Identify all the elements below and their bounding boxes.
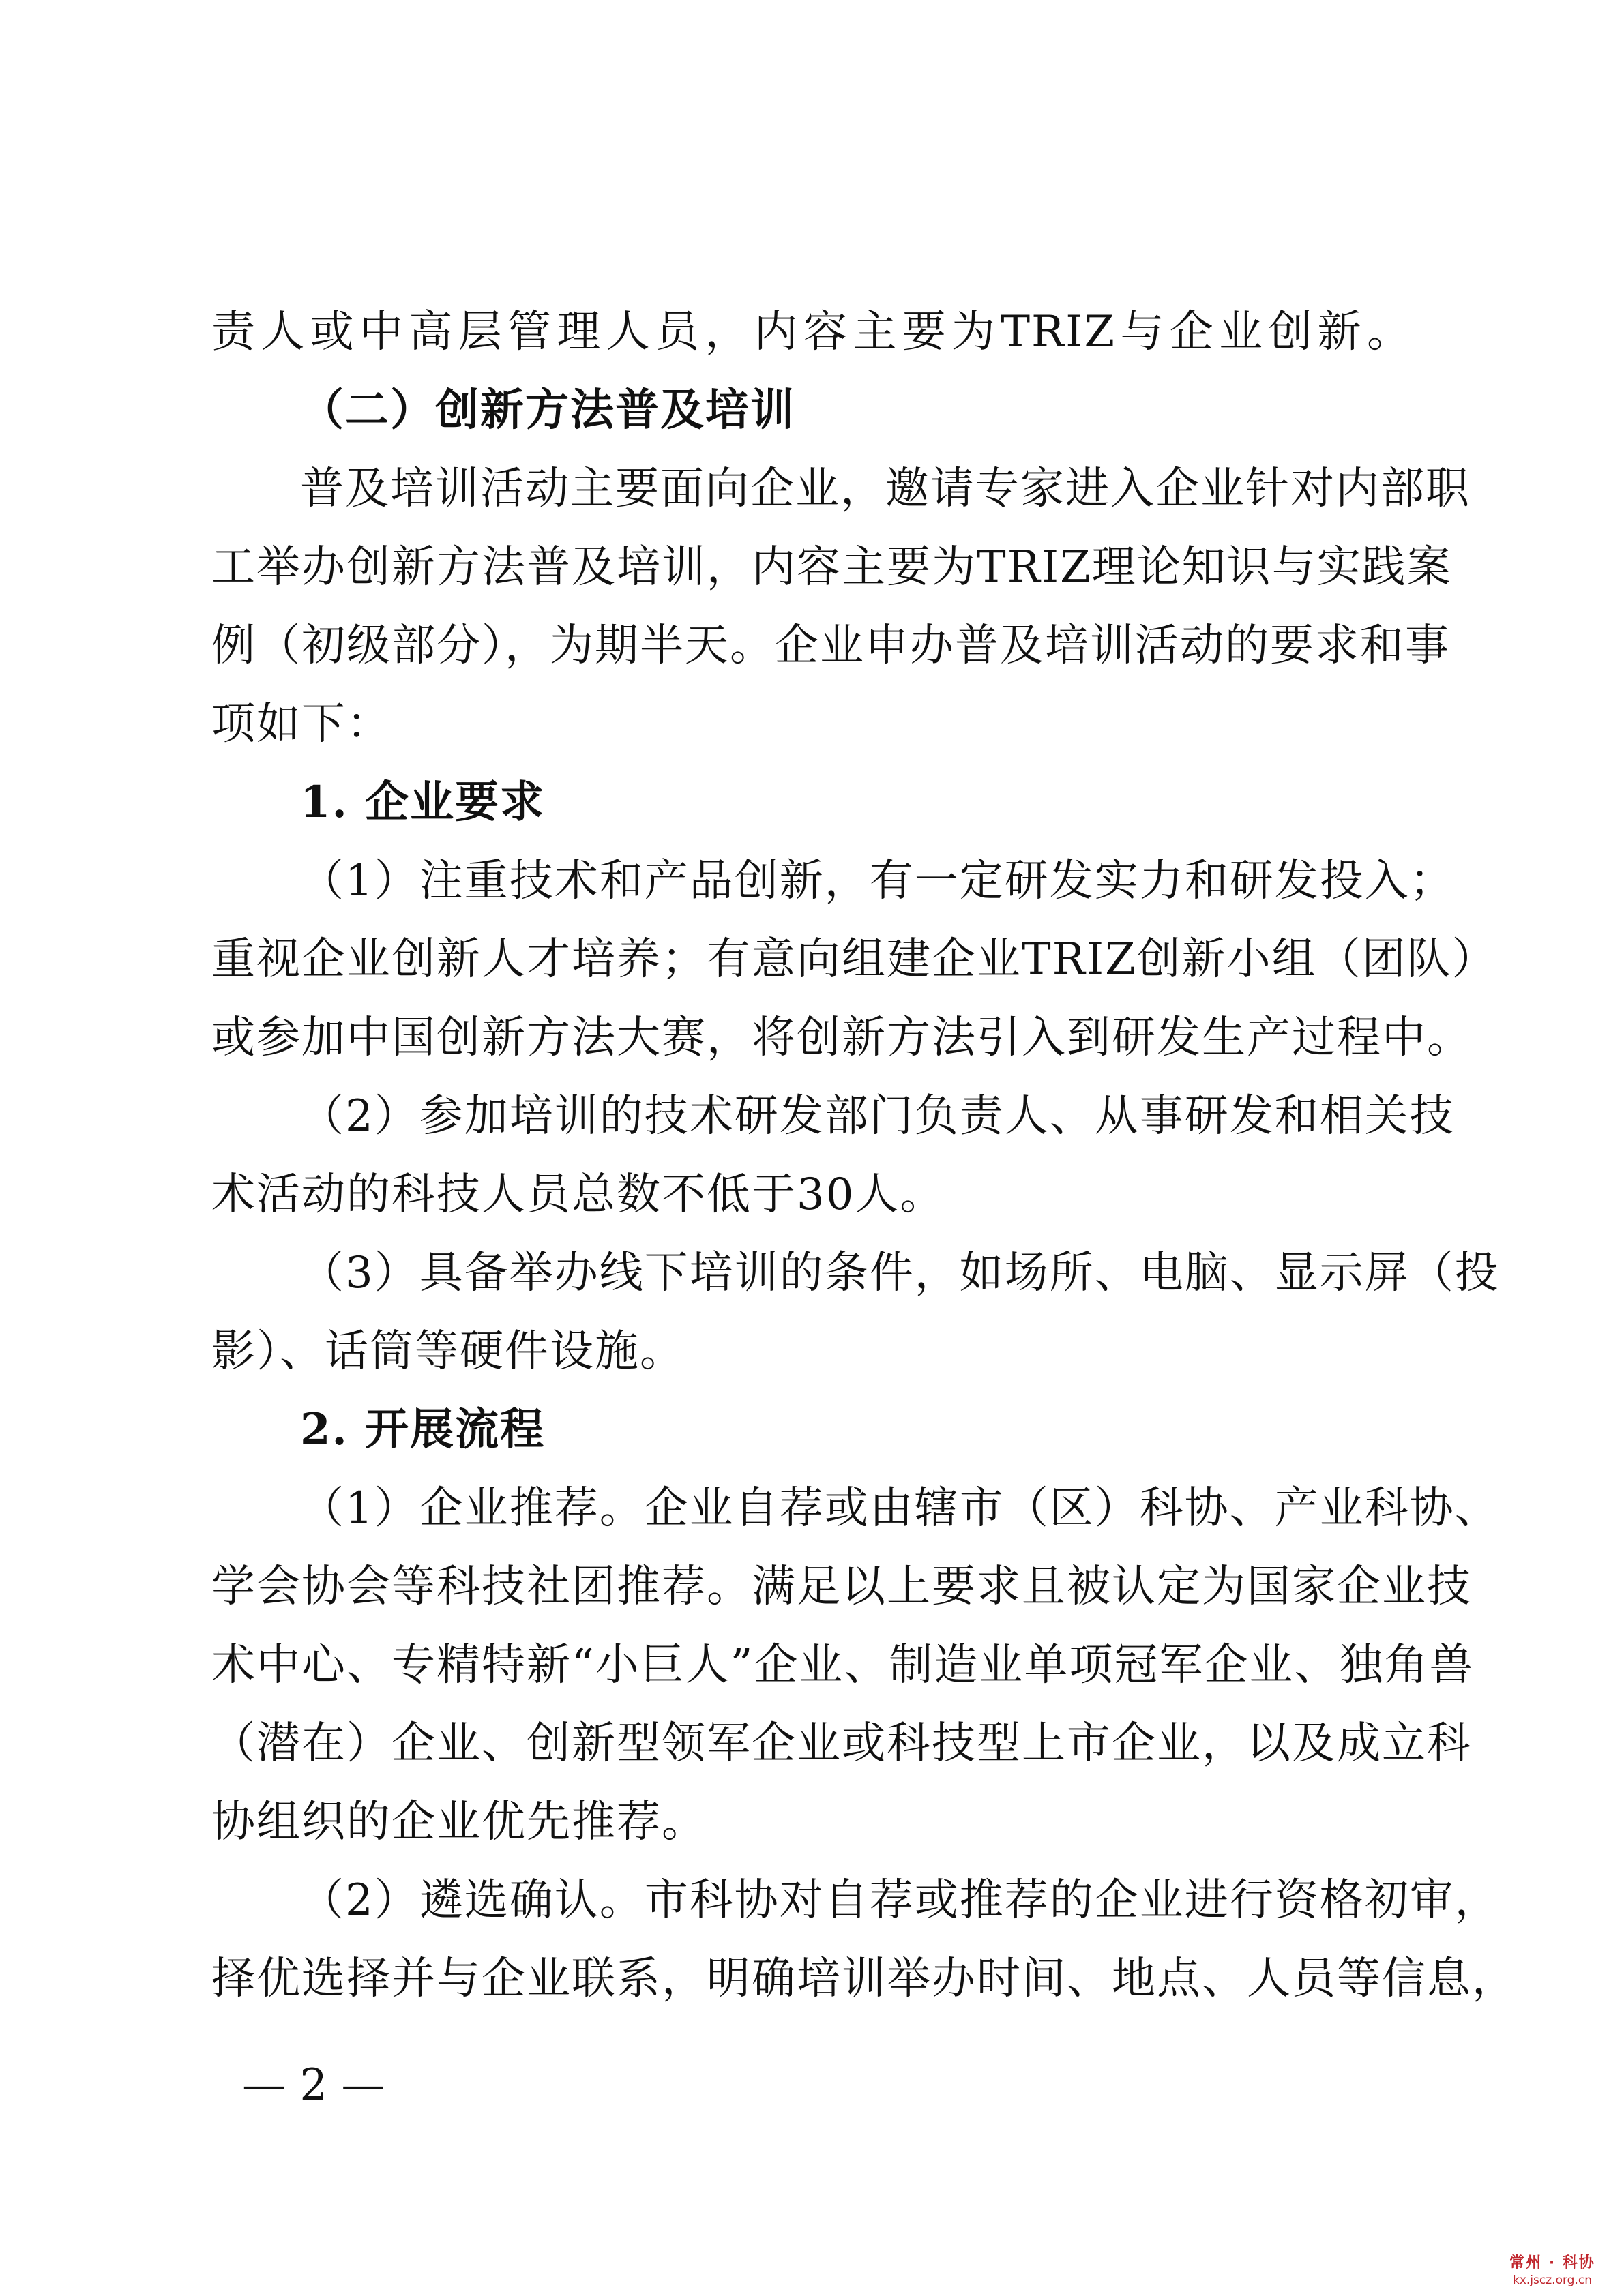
- paragraph-line: 术中心、专精特新“小巨人”企业、制造业单项冠军企业、独角兽: [211, 1640, 1475, 1690]
- paragraph-line: 学会协会等科技社团推荐。满足以上要求且被认定为国家企业技: [211, 1562, 1472, 1612]
- paragraph-line: （2）参加培训的技术研发部门负责人、从事研发和相关技: [300, 1091, 1455, 1142]
- paragraph-line: 普及培训活动主要面向企业，邀请专家进入企业针对内部职: [300, 464, 1471, 514]
- paragraph-line: （2）遴选确认。市科协对自荐或推荐的企业进行资格初审，: [300, 1875, 1500, 1926]
- paragraph-line: 协组织的企业优先推荐。: [211, 1797, 707, 1847]
- paragraph-line: （1）注重技术和产品创新，有一定研发实力和研发投入；: [300, 856, 1455, 906]
- paragraph-line: 影）、话筒等硬件设施。: [211, 1326, 685, 1377]
- paragraph-line: （3）具备举办线下培训的条件，如场所、电脑、显示屏（投: [300, 1248, 1500, 1298]
- paragraph-line: （潜在）企业、创新型领军企业或科技型上市企业，以及成立科: [211, 1718, 1472, 1769]
- page-number: — 2 —: [242, 2060, 385, 2111]
- section-heading: （二）创新方法普及培训: [300, 385, 795, 436]
- paragraph-line: 例（初级部分），为期半天。企业申办普及培训活动的要求和事: [211, 621, 1450, 671]
- subsection-heading: 2. 开展流程: [300, 1404, 546, 1455]
- paragraph-line: 或参加中国创新方法大赛，将创新方法引入到研发生产过程中。: [211, 1013, 1472, 1063]
- paragraph-line: 责人或中高层管理人员，内容主要为TRIZ与企业创新。: [211, 307, 1412, 357]
- watermark-title: 常州 · 科协: [1509, 2254, 1595, 2271]
- paragraph-line: （1）企业推荐。企业自荐或由辖市（区）科协、产业科协、: [300, 1483, 1500, 1534]
- subsection-heading: 1. 企业要求: [300, 777, 546, 828]
- paragraph-line: 工举办创新方法普及培训，内容主要为TRIZ理论知识与实践案: [211, 542, 1452, 593]
- paragraph-line: 择优选择并与企业联系，明确培训举办时间、地点、人员等信息，: [211, 1954, 1517, 2004]
- watermark-url: kx.jscz.org.cn: [1513, 2273, 1592, 2287]
- paragraph-line: 术活动的科技人员总数不低于30人。: [211, 1169, 945, 1220]
- paragraph-line: 重视企业创新人才培养；有意向组建企业TRIZ创新小组（团队）: [211, 934, 1497, 985]
- paragraph-line: 项如下：: [211, 699, 392, 749]
- watermark: [1494, 2254, 1610, 2288]
